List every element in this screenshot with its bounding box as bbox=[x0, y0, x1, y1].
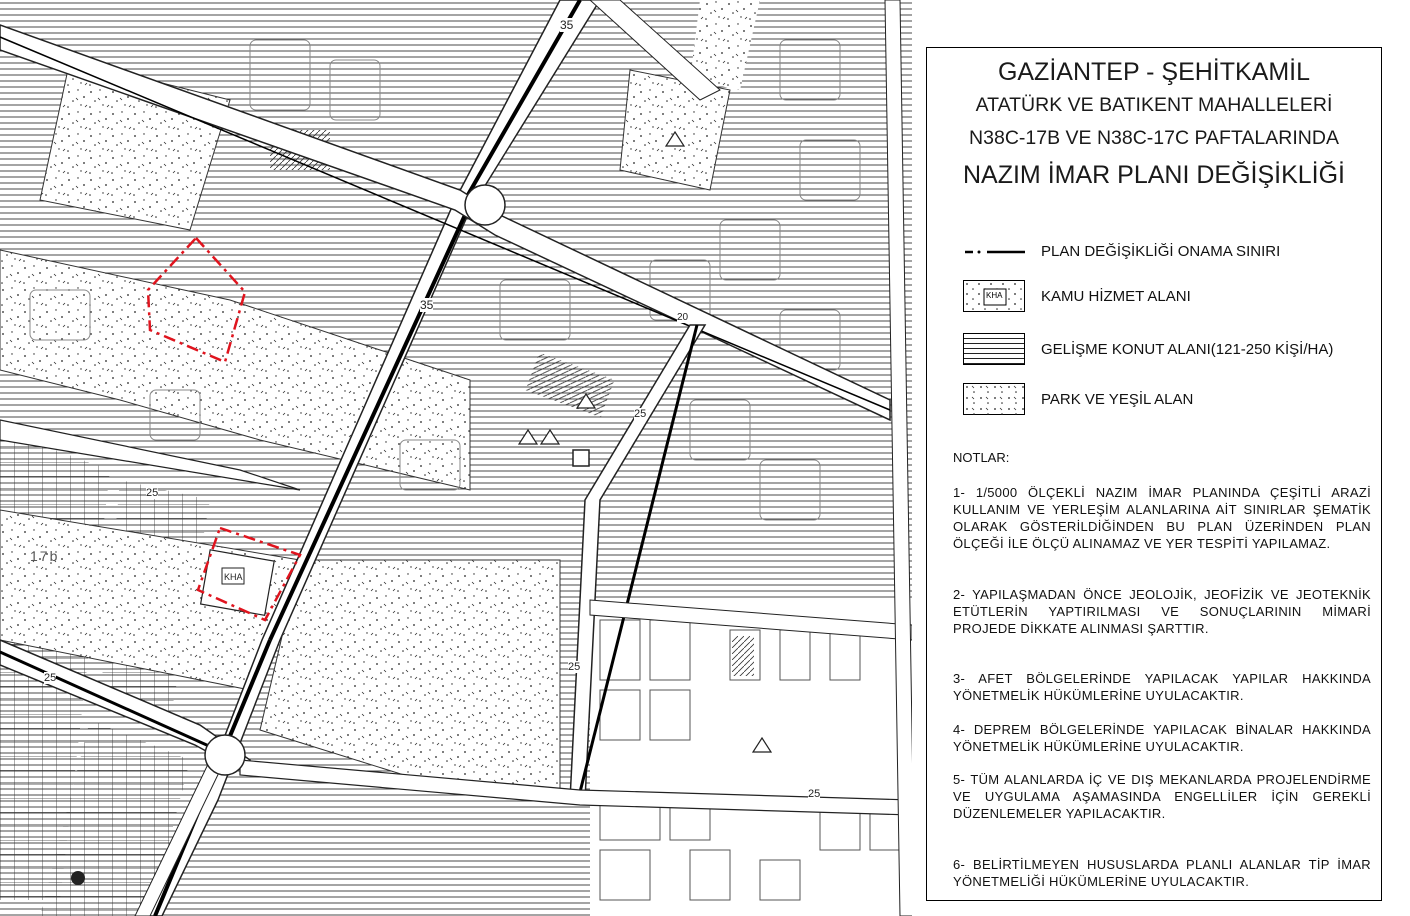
note-item: 6- BELİRTİLMEYEN HUSUSLARDA PLANLI ALANLAR TİP İMAR YÖNETMELİĞİ HÜKÜMLERİNE UYULACAKTIR. bbox=[953, 857, 1371, 889]
road-width-label: 25 bbox=[568, 661, 581, 673]
plan-title-districts: ATATÜRK VE BATIKENT MAHALLELERİ bbox=[975, 94, 1333, 116]
legend-item-public-service bbox=[927, 280, 1381, 320]
legend-label-boundary: PLAN DEĞİŞİKLİĞİ ONAMA SINIRI bbox=[1041, 243, 1281, 260]
legend-label-park: PARK VE YEŞİL ALAN bbox=[1041, 391, 1194, 408]
boundary-line-symbol bbox=[963, 240, 1025, 272]
road-width-label: 25 bbox=[808, 788, 821, 800]
square-symbol bbox=[573, 450, 589, 466]
plan-title-city: GAZİANTEP - ŞEHİTKAMİL bbox=[997, 58, 1311, 86]
legend-item-residential bbox=[927, 333, 1381, 373]
kha-map-label: KHA bbox=[224, 572, 243, 582]
plan-title-main: NAZIM İMAR PLANI DEĞİŞİKLİĞİ bbox=[962, 161, 1346, 189]
note-item: 2- YAPILAŞMADAN ÖNCE JEOLOJİK, JEOFİZİK VE JEOTEKNİK ETÜTLERİN YAPTIRILMASI VE SONUÇLARININ MİMARİ PROJEDE DİKKATE ALINMASI ŞARTTIR. bbox=[953, 587, 1371, 636]
road-width-label: 35 bbox=[560, 18, 574, 32]
legend-item-boundary bbox=[927, 238, 1381, 278]
legend-panel bbox=[926, 47, 1382, 901]
road-width-label: 25 bbox=[634, 408, 647, 420]
note-item: 4- DEPREM BÖLGELERİNDE YAPILACAK BİNALAR HAKKINDA YÖNETMELİK HÜKÜMLERİNE UYULACAKTIR. bbox=[953, 722, 1371, 754]
sheet-fragment-label: 17b bbox=[30, 548, 60, 564]
note-item: 3- AFET BÖLGELERİNDE YAPILACAK YAPILAR HAKKINDA YÖNETMELİK HÜKÜMLERİNE UYULACAKTIR. bbox=[953, 671, 1371, 703]
road-width-label: 20 bbox=[677, 312, 689, 323]
park-swatch bbox=[963, 383, 1025, 415]
notes-heading: NOTLAR: bbox=[953, 450, 1010, 465]
residential-swatch bbox=[963, 333, 1025, 365]
legend-label-public-service: KAMU HİZMET ALANI bbox=[1041, 288, 1191, 305]
road-width-label: 35 bbox=[420, 298, 434, 312]
road-width-label: 25 bbox=[146, 487, 159, 499]
note-item: 1- 1/5000 ÖLÇEKLİ NAZIM İMAR PLANINDA ÇEŞİTLİ ARAZİ KULLANIM VE YERLEŞİM ALANLARINA AİT SINIRLAR ŞEMATİK OLARAK GÖSTERİLDİĞİNDEN BU PLAN ÜZERİNDEN PLAN ÖLÇEĞİ İLE ÖLÇÜ ALINAMAZ VE YER TESPİTİ YAPILAMAZ. bbox=[953, 485, 1371, 551]
road-width-label: 25 bbox=[44, 672, 57, 684]
legend-item-park bbox=[927, 383, 1381, 423]
plan-title-sheets: N38C-17B VE N38C-17C PAFTALARINDA bbox=[969, 127, 1339, 149]
public-service-swatch-text: KHA bbox=[986, 291, 1003, 300]
note-item: 5- TÜM ALANLARDA İÇ VE DIŞ MEKANLARDA PROJELENDİRME VE UYGULAMA AŞAMASINDA ENGELLİLER İÇİN GEREKLİ DÜZENLEMELER YAPILACAKTIR. bbox=[953, 772, 1371, 821]
circle-symbol bbox=[71, 871, 85, 885]
public-service-swatch bbox=[963, 280, 1025, 312]
legend-label-residential: GELİŞME KONUT ALANI(121-250 KİŞİ/HA) bbox=[1041, 341, 1334, 358]
hatched-building bbox=[732, 636, 754, 676]
